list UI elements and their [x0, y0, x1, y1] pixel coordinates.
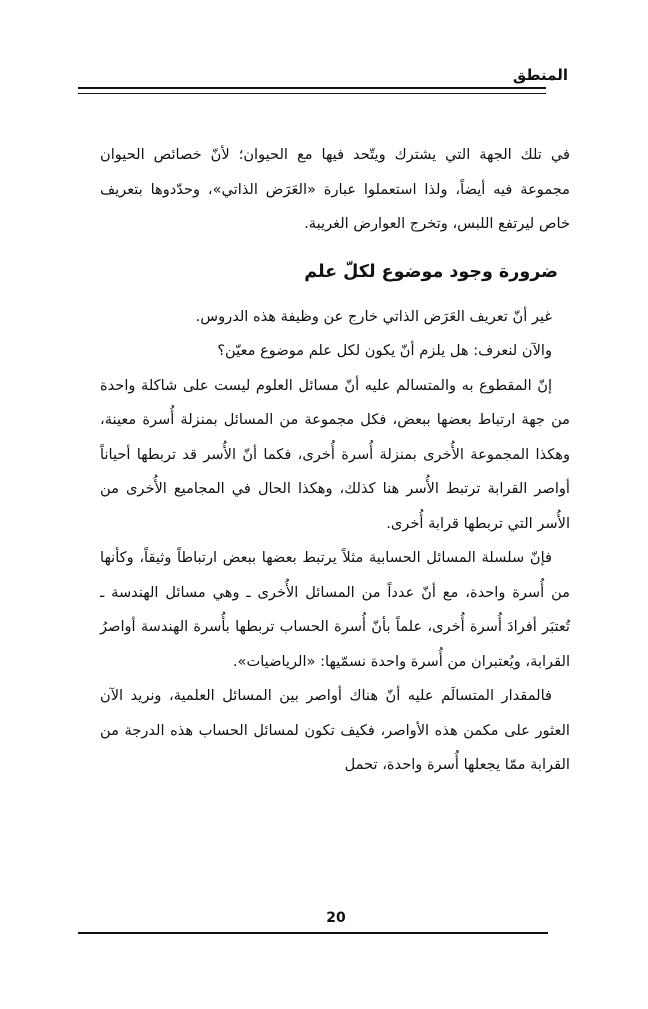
paragraph-3: والآن لنعرف: هل يلزم أنّ يكون لكل علم موضوع معيّن؟ [217, 342, 552, 359]
paragraph-2: غير أنّ تعريف العَرَض الذاتي خارج عن وظيفة هذه الدروس. [195, 307, 552, 325]
paragraph-6: فالمقدار المتسالَم عليه أنّ هناك أواصر بين المسائل العلمية، ونريد الآن العثور على مكمن هذه الأواصر، فكيف تكون لمسائل الحساب هذه الدرجة من القرابة ممّا يجعلها أُسرة واحدة، تحمل [100, 687, 570, 773]
running-head-title: المنطق [512, 66, 568, 84]
paragraph-1: في تلك الجهة التي يشترك ويتّحد فيها مع الحيوان؛ لأنّ خصائص الحيوان مجموعة فيه أيضاً، ولذا استعملوا عبارة «العَرَض الذاتي»، وحدّدوها بتعريف خاص ليرتفع اللبس، وتخرج العوارض الغريبة. [100, 146, 570, 232]
footer-rule [78, 932, 548, 934]
header-rule-thick [78, 87, 546, 89]
page-body [100, 138, 570, 783]
paragraph-5: فإنّ سلسلة المسائل الحسابية مثلاً يرتبط بعضها ببعض ارتباطاً وثيقاً، وكأنها من أُسرة واحدة، مع أنّ عدداً من المسائل الأُخرى ـ وهي مسائل الهندسة ـ تُعتبَر أفرادَ أُسرة أُخرى، علماً بأنّ أُسرة الحساب تربطها بأُسرة الهندسة أواصرُ القرابة، ويُعتبران من أُسرة واحدة نسمّيها: «الرياضيات». [100, 549, 570, 670]
page-number: 20 [326, 910, 346, 926]
header-rule-thin [78, 93, 546, 94]
section-heading: ضرورة وجود موضوع لكلّ علم [304, 261, 558, 282]
paragraph-4: إنّ المقطوع به والمتسالم عليه أنّ مسائل العلوم ليست على شاكلة واحدة من جهة ارتباط بعضها ببعض، فكل مجموعة من المسائل بمنزلة أُسرة معينة، وهكذا المجموعة الأُخرى بمنزلة أُسرة أُخرى، فكما أنّ الأُسر قد تربطها أحياناً أواصر القرابة ترتبط الأُسر هنا كذلك، وهكذا الحال في المجاميع الأُخرى من الأُسر التي تربطها قرابة أُخرى. [100, 376, 570, 532]
